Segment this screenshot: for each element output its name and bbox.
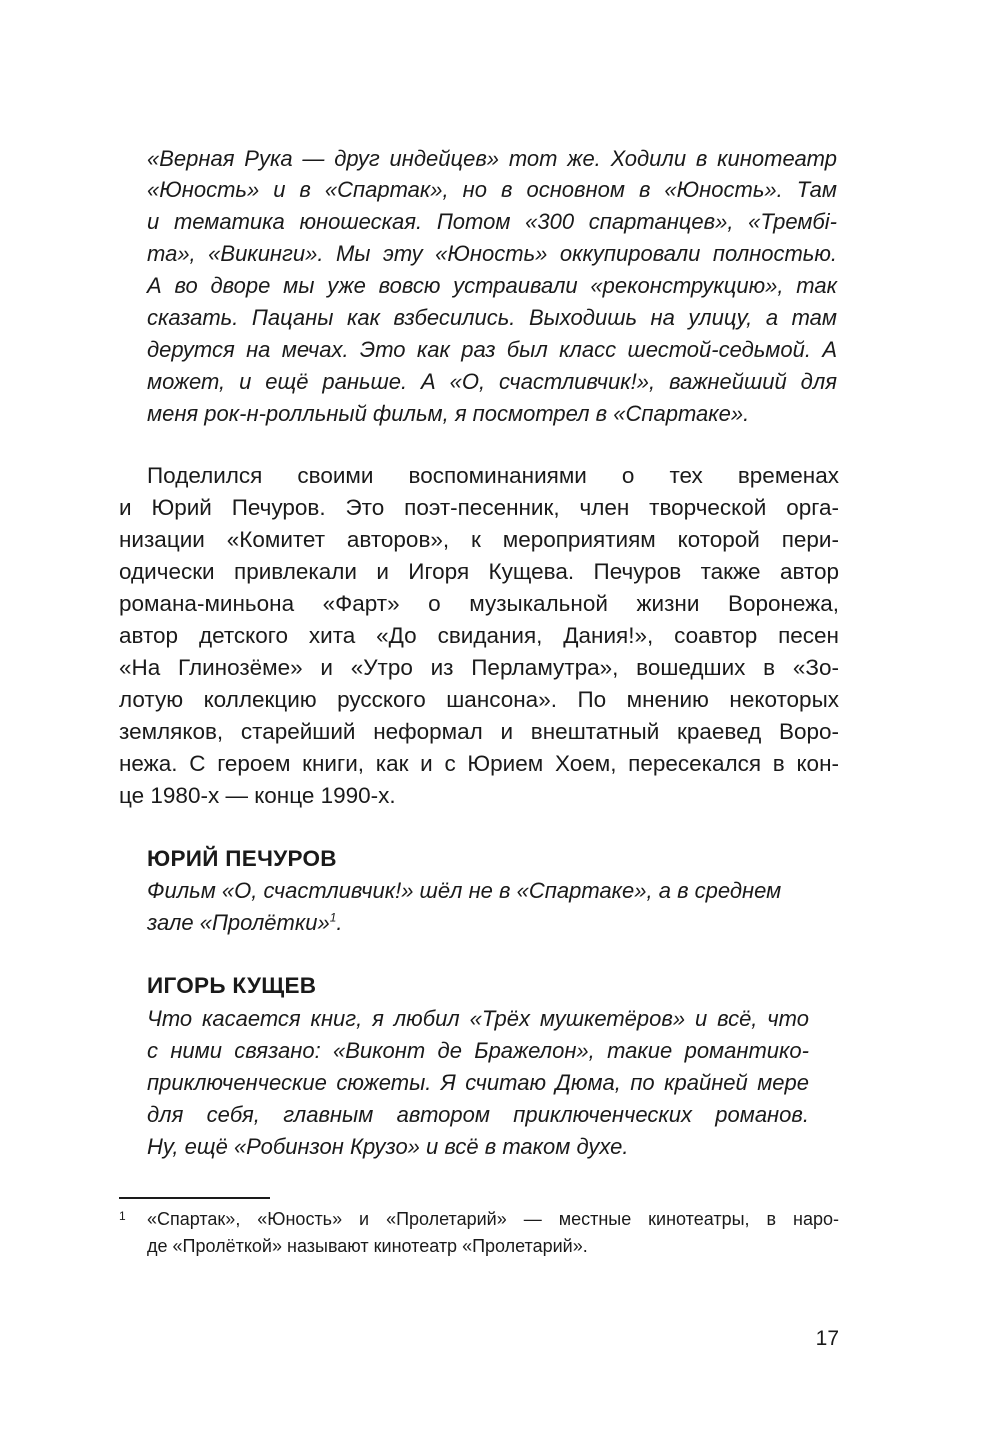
paragraph-line: одически привлекали и Игоря Кущева. Печуров также автор: [119, 559, 839, 584]
quote-line: Фильм «О, счастливчик!» шёл не в «Спартаке», а в среднем: [147, 878, 782, 903]
paragraph-line: лотую коллекцию русского шансона». По мнению некоторых: [119, 687, 839, 712]
quote-line: дерутся на мечах. Это как раз был класс шестой-седьмой. А: [147, 337, 837, 362]
quote-line: для себя, главным автором приключенческих романов.: [147, 1102, 809, 1127]
quote-line: «Верная Рука — друг индейцев» тот же. Ходили в кинотеатр: [147, 146, 837, 171]
paragraph-line: «На Глинозёме» и «Утро из Перламутра», вошедших в «Зо-: [119, 655, 839, 680]
footnote-line: «Спартак», «Юность» и «Пролетарий» — местные кинотеатры, в наро-: [147, 1209, 839, 1229]
quote-text: зале «Пролётки»: [147, 910, 330, 935]
paragraph-line: нежа. С героем книги, как и с Юрием Хоем, пересекался в кон-: [119, 751, 839, 776]
quote-line: может, и ещё раньше. А «О, счастливчик!», важнейший для: [147, 369, 837, 394]
quote-line: Ну, ещё «Робинзон Крузо» и всё в таком духе.: [147, 1134, 629, 1159]
quote-line: [147, 908, 343, 938]
speaker-name: ЮРИЙ ПЕЧУРОВ: [147, 846, 337, 871]
quote-line: меня рок-н-ролльный фильм, я посмотрел в «Спартаке».: [147, 401, 750, 426]
quote-line: А во дворе мы уже вовсю устраивали «реконструкцию», так: [147, 273, 837, 298]
paragraph-line: автор детского хита «До свидания, Дания!», соавтор песен: [119, 623, 839, 648]
quote-line: приключенческие сюжеты. Я считаю Дюма, по крайней мере: [147, 1070, 809, 1095]
quote-line: и тематика юношеская. Потом «300 спартанцев», «Трембі-: [147, 209, 837, 234]
page-number: 17: [815, 1327, 839, 1350]
quote-line: та», «Викинги». Мы эту «Юность» оккупировали полностью.: [147, 241, 837, 266]
quote-line: «Юность» и в «Спартак», но в основном в «Юность». Там: [147, 177, 837, 202]
quote-punctuation: .: [336, 910, 343, 935]
quote-line: сказать. Пацаны как взбесились. Выходишь на улицу, а там: [147, 305, 837, 330]
paragraph-line: це 1980-х — конце 1990-х.: [119, 783, 396, 808]
paragraph-line: и Юрий Печуров. Это поэт-песенник, член творческой орга-: [119, 495, 839, 520]
paragraph-line: Поделился своими воспоминаниями о тех временах: [147, 463, 839, 488]
paragraph-line: романа-миньона «Фарт» о музыкальной жизни Воронежа,: [119, 591, 839, 616]
paragraph-line: земляков, старейший неформал и внештатный краевед Воро-: [119, 719, 839, 744]
footnote-reference: 1: [329, 910, 337, 925]
footnote-line: де «Пролёткой» называют кинотеатр «Пролетарий».: [147, 1236, 588, 1256]
quote-line: с ними связано: «Виконт де Бражелон», такие романтико-: [147, 1038, 809, 1063]
footnote-mark: 1: [119, 1209, 126, 1223]
quote-line: Что касается книг, я любил «Трёх мушкетёров» и всё, что: [147, 1006, 809, 1031]
speaker-name: ИГОРЬ КУЩЕВ: [147, 973, 317, 998]
paragraph-line: низации «Комитет авторов», к мероприятиям которой пери-: [119, 527, 839, 552]
footnote-divider: [119, 1197, 270, 1199]
